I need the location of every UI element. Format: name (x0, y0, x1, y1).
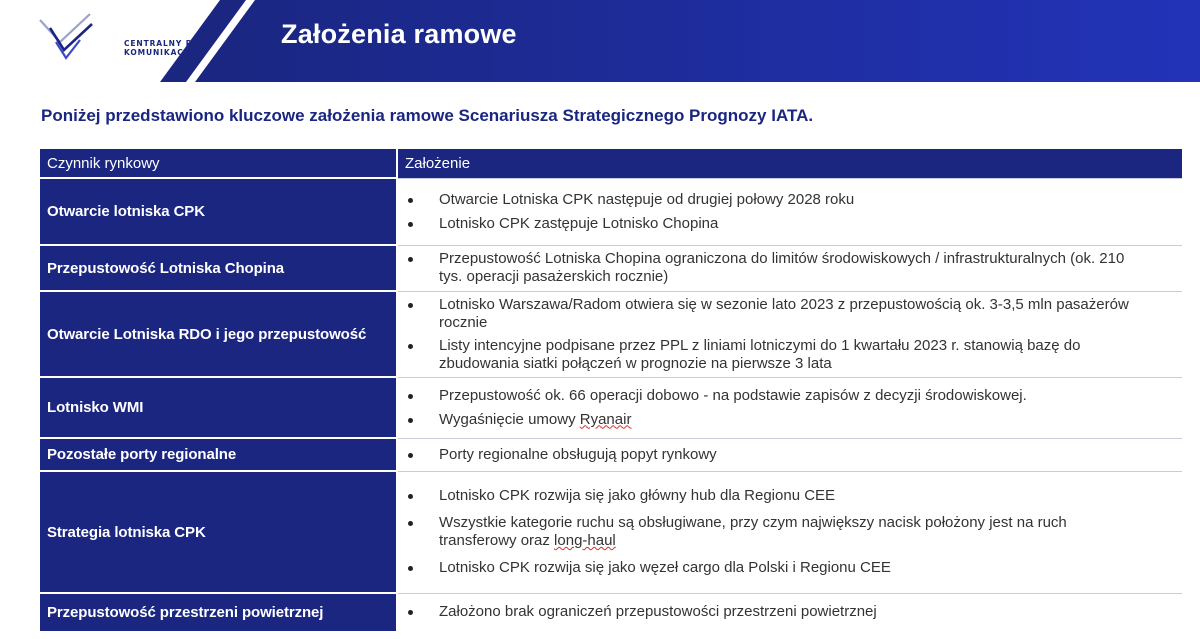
bullet-item: Przepustowość ok. 66 operacji dobowo - na podstawie zapisów z decyzji środowiskowej. (398, 387, 1182, 405)
column-header-factor: Czynnik rynkowy (40, 149, 397, 178)
assumptions-table (40, 149, 1182, 631)
assumption-cell (397, 245, 1182, 291)
assumption-cell (397, 178, 1182, 245)
column-header-assumption: Założenie (397, 149, 1182, 178)
assumption-cell (397, 593, 1182, 631)
bullet-item: Otwarcie Lotniska CPK następuje od drugiej połowy 2028 roku (398, 191, 1182, 209)
factor-cell: Otwarcie Lotniska RDO i jego przepustowość (40, 291, 397, 377)
intro-text: Poniżej przedstawiono kluczowe założenia ramowe Scenariusza Strategicznego Prognozy IATA. (41, 106, 814, 125)
bullet-item (398, 514, 1182, 550)
bullet-item: Lotnisko CPK zastępuje Lotnisko Chopina (398, 215, 1182, 233)
logo-mark-icon (36, 12, 96, 62)
bullet-text-underlined: long-haul (554, 532, 616, 549)
cpk-logo (36, 8, 226, 74)
logo-text (124, 39, 212, 57)
logo-text-line1: CENTRALNY PORT (124, 39, 212, 48)
table-row (40, 377, 1182, 438)
table-row (40, 178, 1182, 245)
factor-cell: Otwarcie lotniska CPK (40, 178, 397, 245)
assumption-cell (397, 471, 1182, 593)
assumption-cell (397, 291, 1182, 377)
bullet-item: Lotnisko CPK rozwija się jako węzeł cargo dla Polski i Regionu CEE (398, 559, 1182, 577)
bullet-text: Wszystkie kategorie ruchu są obsługiwane, przy czym największy nacisk położony jest na ruch transferowy oraz (439, 514, 1067, 549)
bullet-item: Porty regionalne obsługują popyt rynkowy (398, 446, 1182, 464)
bullet-text: Wygaśnięcie umowy (439, 410, 580, 428)
factor-cell: Strategia lotniska CPK (40, 471, 397, 593)
bullet-text-underlined: Ryanair (579, 410, 632, 428)
table-row (40, 593, 1182, 631)
logo-text-line2: KOMUNIKACYJNY (124, 48, 208, 57)
assumption-cell (397, 438, 1182, 471)
table-row (40, 438, 1182, 471)
factor-cell: Lotnisko WMI (40, 377, 397, 438)
assumption-cell (397, 377, 1182, 438)
table-header-row (40, 149, 1182, 178)
factor-cell: Przepustowość przestrzeni powietrznej (40, 593, 397, 631)
bullet-item: Lotnisko Warszawa/Radom otwiera się w sezonie lato 2023 z przepustowością ok. 3-3,5 mln pasażerów rocznie (398, 296, 1182, 332)
table-row (40, 291, 1182, 377)
bullet-item: Listy intencyjne podpisane przez PPL z liniami lotniczymi do 1 kwartału 2023 r. stanowią bazę do zbudowania siatki połączeń w prognozie na pierwsze 3 lata (398, 337, 1182, 373)
table-row (40, 245, 1182, 291)
table-row (40, 471, 1182, 593)
slide-header (0, 0, 1200, 82)
page-title: Założenia ramowe (281, 19, 517, 49)
factor-cell: Pozostałe porty regionalne (40, 438, 397, 471)
bullet-item: Założono brak ograniczeń przepustowości przestrzeni powietrznej (398, 603, 1182, 621)
bullet-item: Lotnisko CPK rozwija się jako główny hub dla Regionu CEE (398, 487, 1182, 505)
bullet-item (398, 411, 1182, 429)
factor-cell: Przepustowość Lotniska Chopina (40, 245, 397, 291)
bullet-item: Przepustowość Lotniska Chopina ograniczona do limitów środowiskowych / infrastrukturalnych (ok. 210 tys. operacji pasażerskich rocznie) (398, 250, 1182, 286)
